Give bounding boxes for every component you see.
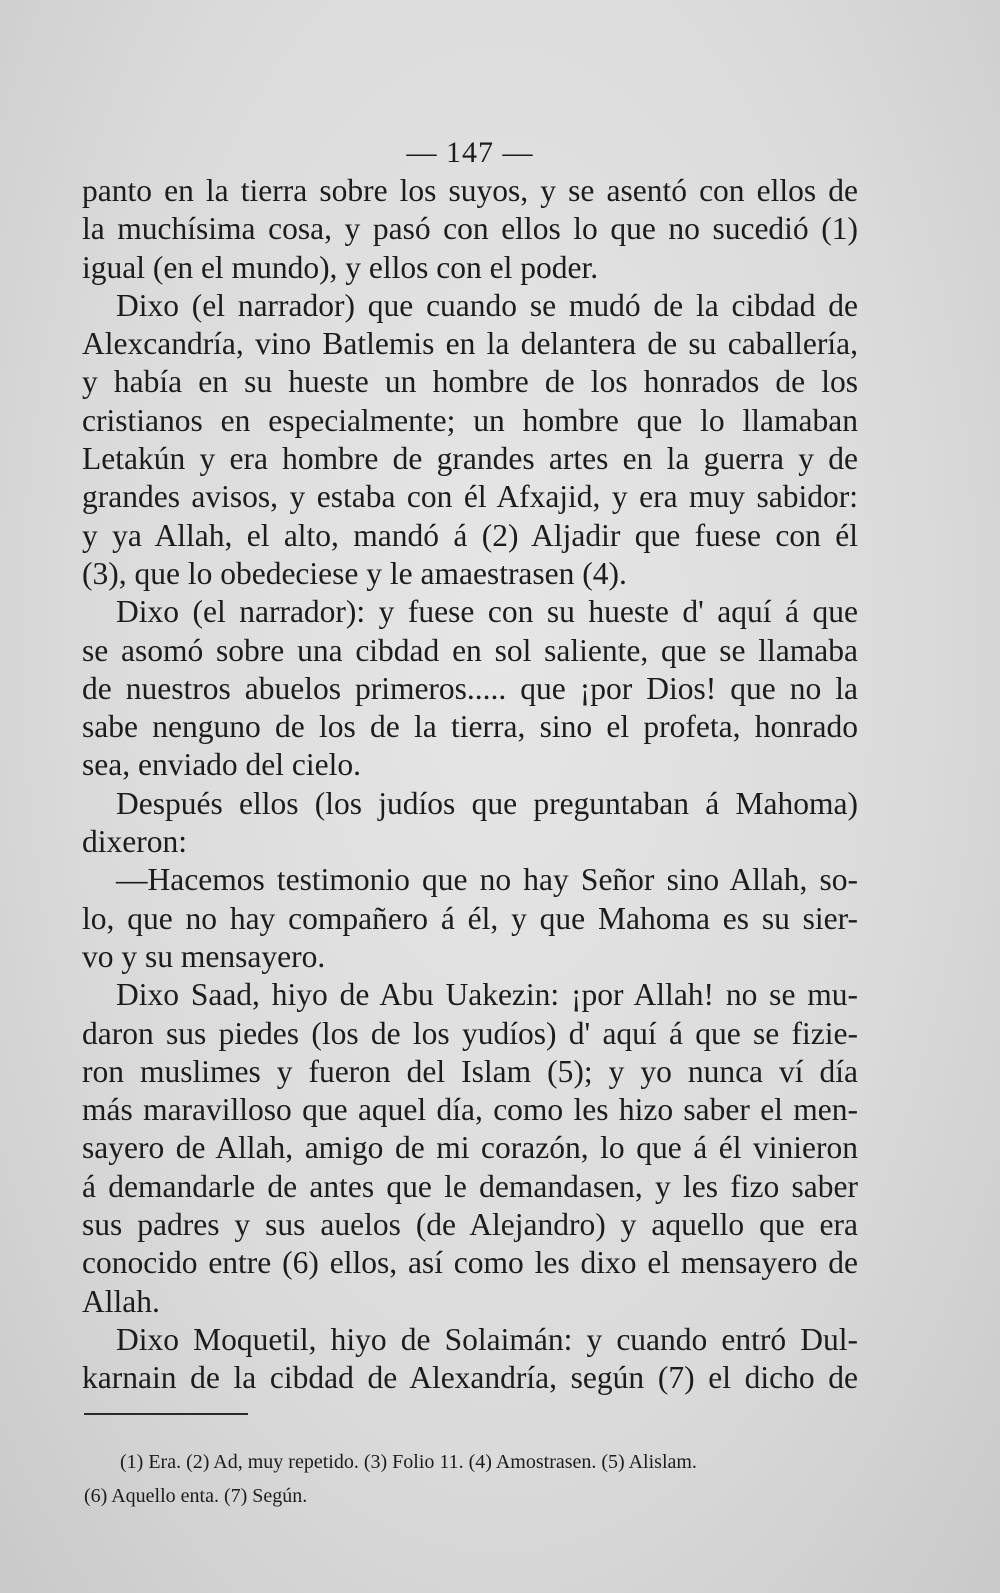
text-line: ron muslimes y fueron del Islam (5); y yo nunca ví día	[82, 1053, 858, 1089]
text-line: panto en la tierra sobre los suyos, y se asentó con ellos de	[82, 173, 858, 208]
text-line: Dixo (el narrador): y fuese con su hueste d' aquí á que	[116, 594, 858, 630]
text-line: se asomó sobre una cibdad en sol saliente, que se llamaba	[82, 632, 858, 668]
text-line: conocido entre (6) ellos, así como les dixo el mensayero de	[82, 1245, 858, 1281]
text-line: Dixo (el narrador) que cuando se mudó de la cibdad de	[116, 287, 858, 323]
text-line: á demandarle de antes que le demandasen, y les fizo saber	[82, 1168, 858, 1204]
text-line: y ya Allah, el alto, mandó á (2) Aljadir que fuese con él	[82, 517, 858, 553]
text-line: sus padres y sus auelos (de Alejandro) y aquello que era	[82, 1207, 858, 1243]
text-line: igual (en el mundo), y ellos con el poder.	[82, 249, 599, 285]
text-line: y había en su hueste un hombre de los honrados de los	[82, 364, 858, 400]
text-line: Allah.	[82, 1283, 160, 1319]
text-line: sea, enviado del cielo.	[82, 747, 362, 783]
text-line: karnain de la cibdad de Alexandría, según (7) el dicho de	[82, 1360, 858, 1396]
text-line: (3), que lo obedeciese y le amaestrasen (4).	[82, 555, 627, 591]
text-line: lo, que no hay compañero á él, y que Mahoma es su sier-	[82, 900, 858, 936]
page-number: — 147 —	[406, 136, 534, 169]
text-line: sayero de Allah, amigo de mi corazón, lo que á él vinieron	[82, 1130, 858, 1166]
text-line: más maravilloso que aquel día, como les hizo saber el men-	[82, 1092, 858, 1128]
footnote-line: (6) Aquello enta. (7) Según.	[84, 1485, 308, 1507]
text-line: grandes avisos, y estaba con él Afxajid, y era muy sabidor:	[82, 479, 858, 515]
text-line: Letakún y era hombre de grandes artes en la guerra y de	[82, 441, 858, 477]
text-line: daron sus piedes (los de los yudíos) d' aquí á que se fizie-	[82, 1015, 858, 1051]
footnote-divider	[84, 1413, 248, 1415]
text-line: Después ellos (los judíos que preguntaban á Mahoma)	[116, 785, 858, 821]
text-line: —Hacemos testimonio que no hay Señor sino Allah, so-	[116, 862, 858, 898]
text-line: de nuestros abuelos primeros..... que ¡por Dios! que no la	[82, 670, 858, 706]
text-line: sabe nenguno de los de la tierra, sino el profeta, honrado	[82, 709, 858, 745]
text-line: dixeron:	[82, 824, 187, 860]
footnotes	[84, 1445, 860, 1513]
text-line: la muchísima cosa, y pasó con ellos lo que no sucedió (1)	[82, 211, 858, 247]
text-line: Dixo Moquetil, hiyo de Solaimán: y cuando entró Dul-	[116, 1321, 858, 1357]
text-line: Dixo Saad, hiyo de Abu Uakezin: ¡por Allah! no se mu-	[116, 977, 858, 1013]
body-text	[82, 172, 858, 1398]
text-line: cristianos en especialmente; un hombre que lo llamaban	[82, 402, 858, 438]
text-line: vo y su mensayero.	[82, 938, 326, 974]
footnote-line: (1) Era. (2) Ad, muy repetido. (3) Folio 11. (4) Amostrasen. (5) Alislam.	[120, 1451, 697, 1473]
text-line: Alexcandría, vino Batlemis en la delantera de su caballería,	[82, 326, 858, 362]
